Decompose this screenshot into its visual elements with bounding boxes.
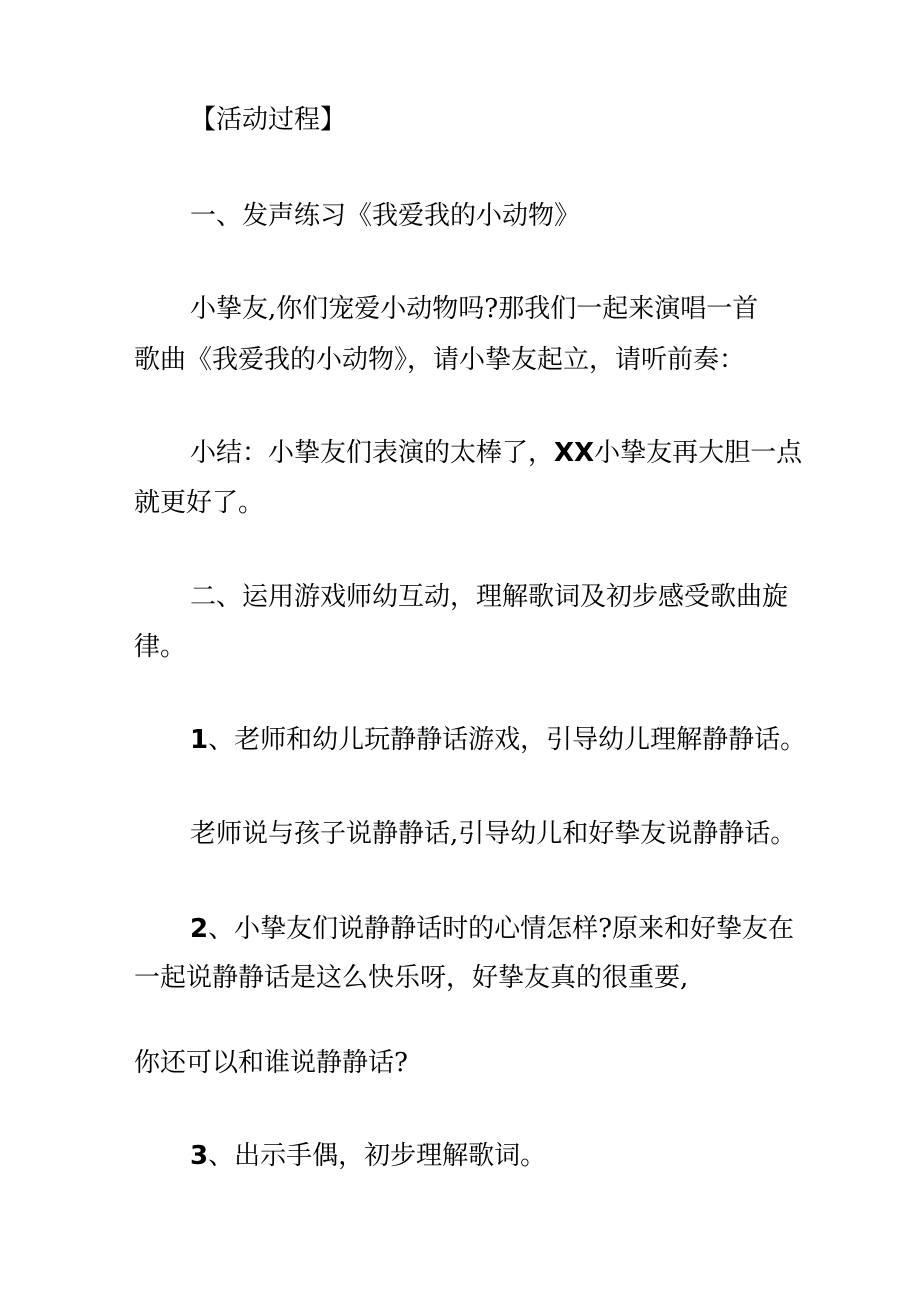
step2-line1 [190,913,794,945]
section2-title-line1: 二、运用游戏师幼互动，理解歌词及初步感受歌曲旋 [190,582,789,612]
summary-line1 [190,437,802,469]
section1-paragraph-line1: 小挚友,你们宠爱小动物吗?那我们一起来演唱一首 [190,294,759,324]
summary-name-placeholder: XX [554,438,595,468]
summary-rest: 小挚友再大胆一点 [594,438,803,468]
summary-line2: 就更好了。 [134,488,265,518]
step2-number: 2 [190,914,209,944]
step2-line3: 你还可以和谁说静静话? [134,1048,408,1078]
step3-text: 、出示手偶，初步理解歌词。 [208,1141,547,1171]
step2-line2: 一起说静静话是这么快乐呀，好挚友真的很重要, [134,963,689,993]
summary-prefix: 小结：小挚友们表演的太棒了， [190,438,555,468]
step2-text: 、小挚友们说静静话时的心情怎样?原来和好挚友在 [208,914,795,944]
activity-heading: 【活动过程】 [190,105,347,135]
section1-title: 一、发声练习《我爱我的小动物》 [190,201,581,231]
step1-text: 、老师和幼儿玩静静话游戏，引导幼儿理解静静话。 [208,725,807,755]
section2-title-line2: 律。 [134,632,187,662]
step3-number: 3 [190,1141,209,1171]
step1-number: 1 [190,725,209,755]
section1-paragraph-line2: 歌曲《我爱我的小动物》，请小挚友起立，请听前奏： [134,345,746,375]
step3-line [190,1140,546,1172]
step1-detail: 老师说与孩子说静静话,引导幼儿和好挚友说静静话。 [190,819,797,849]
step1-line [190,724,806,756]
